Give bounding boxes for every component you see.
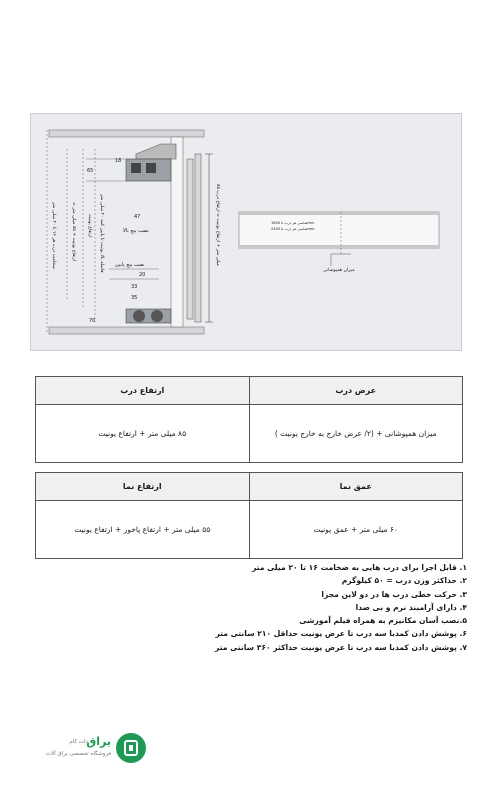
dim-33: 33 [131, 284, 138, 290]
logo-domain: دات کام [69, 739, 88, 745]
logo-name: یراق [86, 735, 111, 748]
dim-20: 20 [139, 272, 146, 278]
value-door-width: میزان همپوشانی + (۲/ عرض خارج به خارج یونیت ) [249, 405, 463, 463]
feature-notes [87, 561, 467, 654]
header-face-height: ارتفاع نما [36, 473, 250, 501]
value-face-depth: ۶۰ میلی متر + عمق یونیت [249, 501, 463, 559]
cross-section-drawing [31, 114, 463, 352]
dim-18: 18 [115, 158, 122, 164]
label-cabinet-height: ارتفاع بونیت [87, 214, 92, 238]
note-item: ۲. حداکثر وزن درب = ۵۰ کیلوگرم [341, 576, 467, 586]
front-elevation [239, 212, 439, 248]
technical-diagram [30, 113, 462, 351]
logo-tagline: فروشگاه تخصصی یراق آلات [45, 751, 111, 757]
label-thickness-range: ضخامت درب هر ۱۶ تا ۲۰ میلی متر [51, 202, 56, 270]
spec-table-top [35, 376, 463, 463]
label-bottom-screw: نصب پیچ پایین [115, 262, 145, 268]
header-door-width: عرض درب [249, 377, 463, 405]
label-right-formula: ۸۵ میلی متر + ارتفاع بونیت = ارتفاع درب [215, 184, 220, 266]
dim-65: 65 [87, 168, 94, 174]
rail-note-1: شاسی هر درب تا 1800mm [271, 221, 315, 225]
dim-35: 35 [131, 295, 138, 301]
label-top-screw: نصب پیچ بالا [123, 228, 149, 234]
note-item: ۳. حرکت خطی درب ها در دو لاین مجزا [321, 589, 467, 599]
note-item: ۷. پوشش دادن کمدبا سه درب تا عرض یونیت حداکثر ۳۶۰ سانتی متر [214, 642, 467, 652]
label-top-gap: فاصله بالا بونیت تا پایین کمد ۲۰ میلی متر [99, 194, 104, 273]
dim-70: 70 [89, 318, 96, 324]
note-item: ۴. دارای آرامبند نرم و بی صدا [355, 602, 467, 612]
spec-table-bottom [35, 472, 463, 559]
rail-note-2: شاسی هر درب تا 2400mm [271, 227, 315, 231]
brand-logo[interactable] [36, 733, 146, 763]
value-face-height: ۵۵ میلی متر + ارتفاع پاخور + ارتفاع یونیت [36, 501, 250, 559]
dim-47: 47 [134, 214, 141, 220]
note-item: ۱. قابل اجرا برای درب هایی به ضخامت ۱۶ تا ۲۰ میلی متر [251, 563, 467, 572]
note-item: ۶. پوشش دادن کمدبا سه درب تا عرض یونیت حداقل ۲۱۰ سانتی متر [215, 629, 467, 639]
label-level: میزان همپوشانی [323, 268, 355, 273]
value-door-height: ۸۵ میلی متر + ارتفاع یونیت [36, 405, 250, 463]
header-face-depth: عمق نما [249, 473, 463, 501]
logo-mark-icon [116, 733, 146, 763]
note-item: ۵.نصب آسان مکانیزم به همراه فیلم آموزشی [299, 616, 467, 626]
label-door-height-formula: = ارتفاع بونیت + ۸۵ میلی متر [71, 202, 76, 262]
header-door-height: ارتفاع درب [36, 377, 250, 405]
